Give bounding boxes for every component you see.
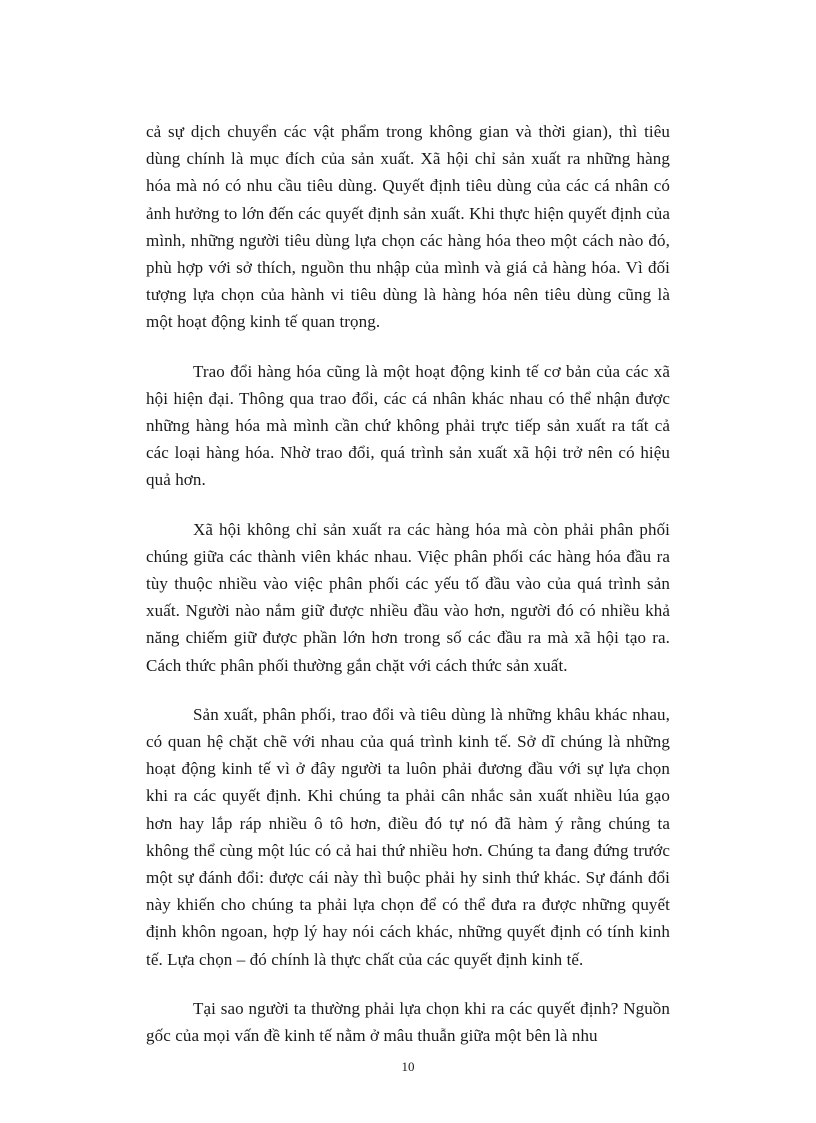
page-number: 10 xyxy=(401,1059,415,1074)
paragraph-consumption: cả sự dịch chuyển các vật phẩm trong không gian và thời gian), thì tiêu dùng chính là mục đích của sản xuất. Xã hội chỉ sản xuất ra những hàng hóa mà nó có nhu cầu tiêu dùng. Quyết định tiêu dùng của các cá nhân có ảnh hưởng to lớn đến các quyết định sản xuất. Khi thực hiện quyết định của mình, những người tiêu dùng lựa chọn các hàng hóa theo một cách nào đó, phù hợp với sở thích, nguồn thu nhập của mình và giá cả hàng hóa. Vì đối tượng lựa chọn của hành vi tiêu dùng là hàng hóa nên tiêu dùng cũng là một hoạt động kinh tế quan trọng. xyxy=(146,122,670,332)
paragraph-distribution: Xã hội không chỉ sản xuất ra các hàng hóa mà còn phải phân phối chúng giữa các thành viên khác nhau. Việc phân phối các hàng hóa đầu ra tùy thuộc nhiều vào việc phân phối các yếu tố đầu vào của quá trình sản xuất. Người nào nắm giữ được nhiều đầu vào hơn, người đó có nhiều khả năng chiếm giữ được phần lớn hơn trong số các đầu ra mà xã hội tạo ra. Cách thức phân phối thường gắn chặt với cách thức sản xuất. xyxy=(146,519,670,675)
body-text xyxy=(146,118,670,1071)
paragraph-economic-activities: Sản xuất, phân phối, trao đổi và tiêu dùng là những khâu khác nhau, có quan hệ chặt chẽ với nhau của quá trình kinh tế. Sở dĩ chúng là những hoạt động kinh tế vì ở đây người ta luôn phải đương đầu với sự lựa chọn khi ra các quyết định. Khi chúng ta phải cân nhắc sản xuất nhiều lúa gạo hơn hay lắp ráp nhiều ô tô hơn, điều đó tự nó đã hàm ý rằng chúng ta không thể cùng một lúc có cả hai thứ nhiều hơn. Chúng ta đang đứng trước một sự đánh đổi: được cái này thì buộc phải hy sinh thứ khác. Sự đánh đổi này khiến cho chúng ta phải lựa chọn để có thể đưa ra được những quyết định khôn ngoan, hợp lý hay nói cách khác, những quyết định có tính kinh tế. Lựa chọn – đó chính là thực chất của các quyết định kinh tế. xyxy=(146,704,670,969)
paragraph-exchange: Trao đổi hàng hóa cũng là một hoạt động kinh tế cơ bản của các xã hội hiện đại. Thông qua trao đổi, các cá nhân khác nhau có thể nhận được những hàng hóa mà mình cần chứ không phải trực tiếp sản xuất ra tất cả các loại hàng hóa. Nhờ trao đổi, quá trình sản xuất xã hội trở nên có hiệu quả hơn. xyxy=(146,361,670,490)
paragraph-why-choose: Tại sao người ta thường phải lựa chọn khi ra các quyết định? Nguồn gốc của mọi vấn đề kinh tế nằm ở mâu thuẫn giữa một bên là nhu xyxy=(146,998,670,1046)
